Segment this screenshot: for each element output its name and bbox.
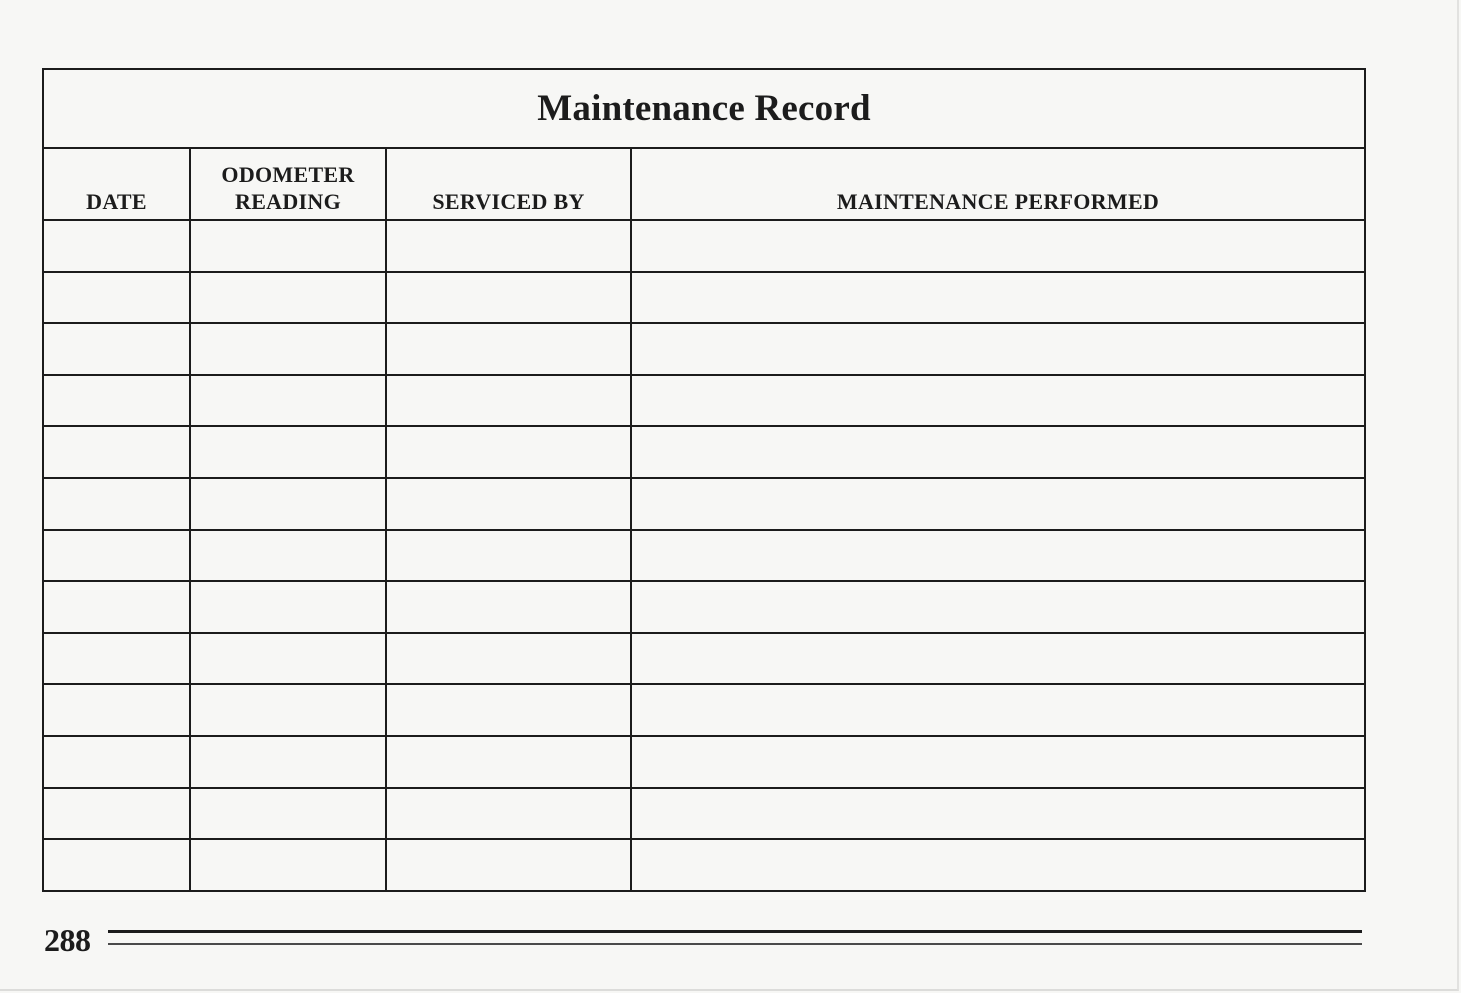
table-row bbox=[43, 272, 1365, 324]
table-row bbox=[43, 375, 1365, 427]
page-number: 288 bbox=[44, 922, 91, 958]
table-row bbox=[43, 323, 1365, 375]
serviced-by-cell bbox=[386, 530, 631, 582]
date-cell bbox=[43, 684, 190, 736]
serviced-by-cell bbox=[386, 684, 631, 736]
odometer-reading-cell bbox=[190, 684, 386, 736]
column-header-row bbox=[43, 148, 1365, 220]
odometer-reading-cell bbox=[190, 478, 386, 530]
date-cell bbox=[43, 581, 190, 633]
table-row bbox=[43, 839, 1365, 891]
maintenance-performed-cell bbox=[631, 581, 1365, 633]
date-cell bbox=[43, 530, 190, 582]
odometer-reading-cell bbox=[190, 323, 386, 375]
maintenance-performed-cell bbox=[631, 633, 1365, 685]
table-row bbox=[43, 478, 1365, 530]
table-row bbox=[43, 220, 1365, 272]
page-title: Maintenance Record bbox=[43, 69, 1365, 148]
maintenance-performed-cell bbox=[631, 736, 1365, 788]
serviced-by-cell bbox=[386, 581, 631, 633]
date-cell bbox=[43, 736, 190, 788]
serviced-by-header-label: SERVICED BY bbox=[432, 189, 585, 214]
date-cell bbox=[43, 788, 190, 840]
serviced-by-cell bbox=[386, 633, 631, 685]
date-cell bbox=[43, 426, 190, 478]
maintenance-performed-column-header bbox=[631, 148, 1365, 220]
date-cell bbox=[43, 323, 190, 375]
odometer-reading-cell bbox=[190, 633, 386, 685]
serviced-by-cell bbox=[386, 272, 631, 324]
maintenance-performed-cell bbox=[631, 478, 1365, 530]
table-row bbox=[43, 581, 1365, 633]
table-body bbox=[43, 220, 1365, 891]
odometer-reading-header-label: ODOMETER READING bbox=[221, 162, 355, 214]
odometer-reading-cell bbox=[190, 736, 386, 788]
maintenance-performed-cell bbox=[631, 839, 1365, 891]
maintenance-performed-cell bbox=[631, 220, 1365, 272]
date-cell bbox=[43, 839, 190, 891]
maintenance-performed-cell bbox=[631, 530, 1365, 582]
table-row bbox=[43, 736, 1365, 788]
maintenance-performed-header-label: MAINTENANCE PERFORMED bbox=[836, 189, 1160, 214]
date-header-label: DATE bbox=[86, 189, 147, 214]
serviced-by-column-header bbox=[386, 148, 631, 220]
serviced-by-cell bbox=[386, 323, 631, 375]
serviced-by-cell bbox=[386, 736, 631, 788]
table-row bbox=[43, 426, 1365, 478]
footer-rule-thin bbox=[108, 943, 1362, 945]
date-column-header bbox=[43, 148, 190, 220]
maintenance-performed-cell bbox=[631, 272, 1365, 324]
serviced-by-cell bbox=[386, 839, 631, 891]
odometer-reading-cell bbox=[190, 272, 386, 324]
maintenance-performed-cell bbox=[631, 788, 1365, 840]
odometer-reading-cell bbox=[190, 839, 386, 891]
date-cell bbox=[43, 272, 190, 324]
maintenance-performed-cell bbox=[631, 426, 1365, 478]
odometer-reading-cell bbox=[190, 581, 386, 633]
odometer-reading-column-header bbox=[190, 148, 386, 220]
footer-rule bbox=[108, 930, 1362, 933]
serviced-by-cell bbox=[386, 220, 631, 272]
table-row bbox=[43, 633, 1365, 685]
date-cell bbox=[43, 220, 190, 272]
maintenance-performed-cell bbox=[631, 375, 1365, 427]
serviced-by-cell bbox=[386, 426, 631, 478]
odometer-reading-cell bbox=[190, 426, 386, 478]
odometer-reading-cell bbox=[190, 530, 386, 582]
maintenance-record-table bbox=[42, 68, 1366, 892]
serviced-by-cell bbox=[386, 375, 631, 427]
odometer-reading-cell bbox=[190, 788, 386, 840]
date-cell bbox=[43, 478, 190, 530]
maintenance-performed-cell bbox=[631, 323, 1365, 375]
title-row bbox=[43, 69, 1365, 148]
serviced-by-cell bbox=[386, 478, 631, 530]
table-row bbox=[43, 530, 1365, 582]
maintenance-performed-cell bbox=[631, 684, 1365, 736]
table-row bbox=[43, 788, 1365, 840]
serviced-by-cell bbox=[386, 788, 631, 840]
odometer-reading-cell bbox=[190, 375, 386, 427]
odometer-reading-cell bbox=[190, 220, 386, 272]
table-row bbox=[43, 684, 1365, 736]
date-cell bbox=[43, 375, 190, 427]
date-cell bbox=[43, 633, 190, 685]
